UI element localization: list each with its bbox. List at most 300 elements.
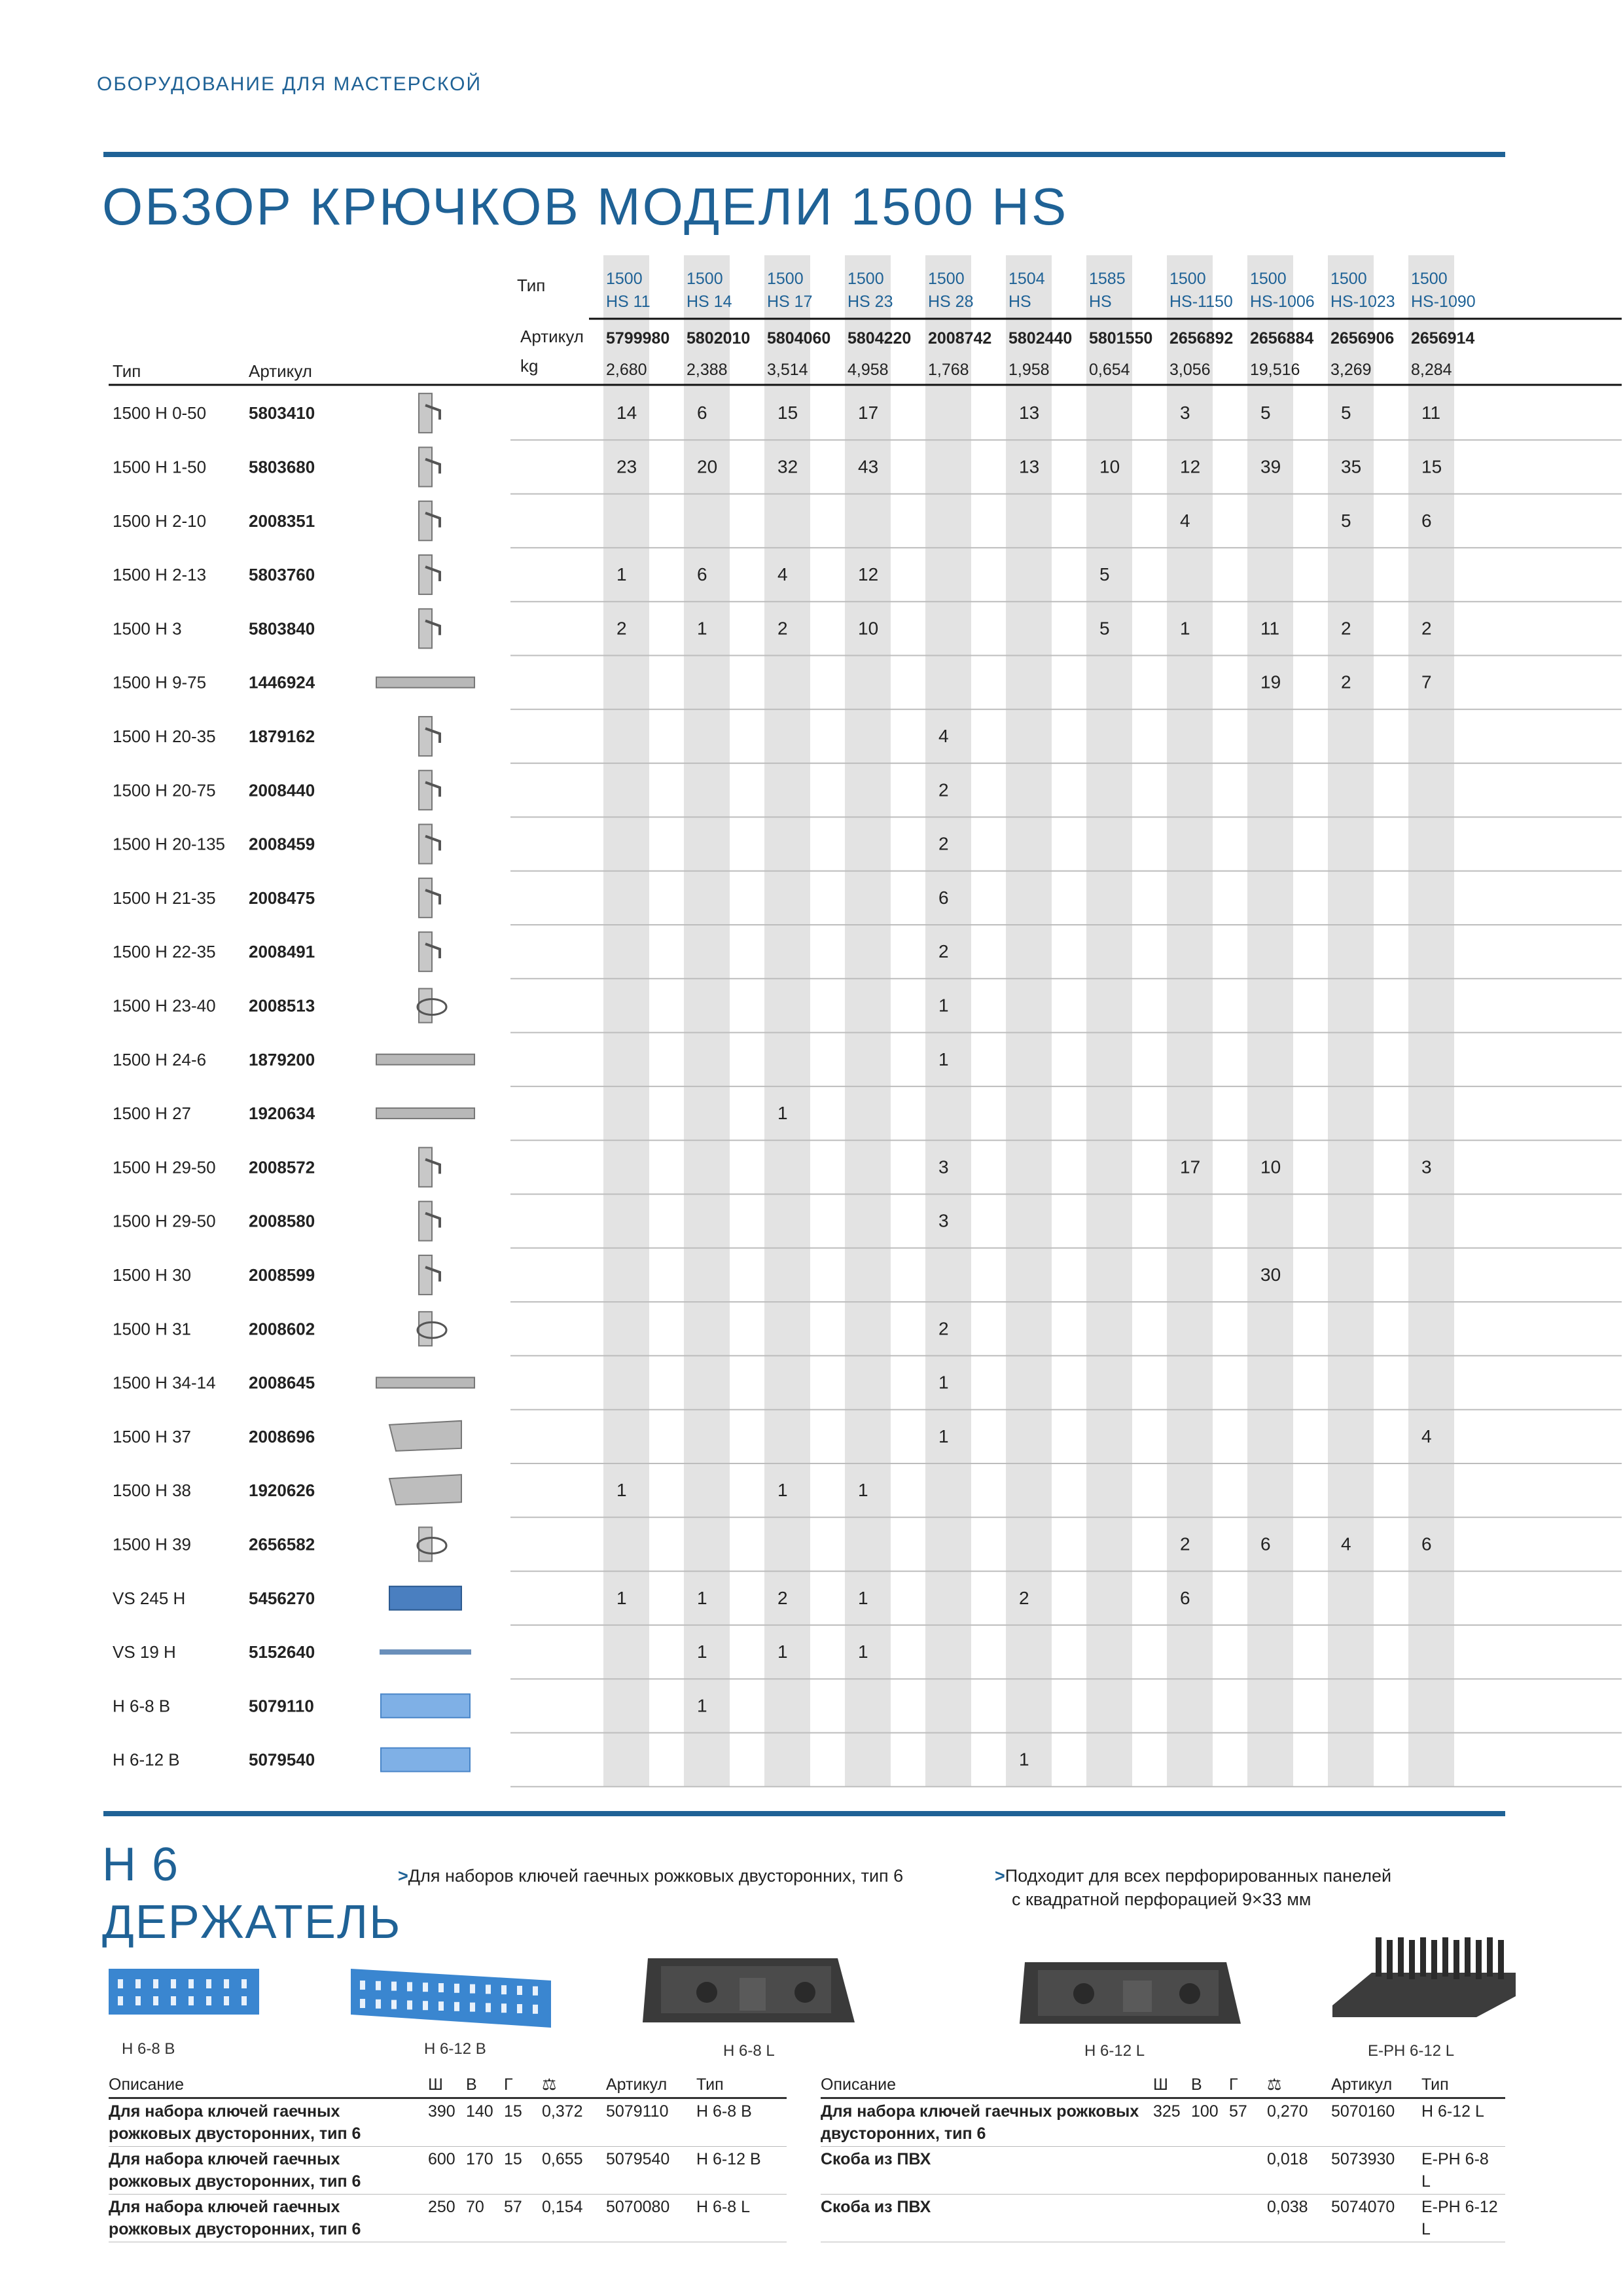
table-cell: 6 — [1421, 510, 1432, 531]
row-article: 5803760 — [249, 565, 315, 585]
row-article: 1920626 — [249, 1480, 315, 1501]
cell-depth: 15 — [504, 2147, 542, 2195]
table-cell: 1 — [777, 1480, 788, 1501]
table-cell: 1 — [616, 1480, 627, 1501]
column-article: 5799980 — [606, 329, 670, 348]
hook-icon — [419, 501, 440, 541]
cell-weight: 0,270 — [1267, 2098, 1331, 2147]
arrow-icon: > — [995, 1866, 1005, 1886]
table-cell: 7 — [1421, 672, 1432, 692]
row-article: 2008580 — [249, 1211, 315, 1231]
cell-article: 5074070 — [1331, 2195, 1421, 2242]
row-type: 1500 H 27 — [113, 1103, 191, 1124]
page-title: ОБЗОР КРЮЧКОВ МОДЕЛИ 1500 HS — [102, 177, 1069, 236]
table-cell: 4 — [777, 564, 788, 585]
column-type-line1: 1500 — [767, 270, 804, 288]
row-article: 1879162 — [249, 726, 315, 746]
cell-article: 5070080 — [606, 2195, 696, 2242]
col-height: В — [1191, 2072, 1229, 2098]
column-type-line2: HS 14 — [687, 293, 732, 311]
table-cell: 2 — [1341, 618, 1351, 639]
col-type: Тип — [1421, 2072, 1505, 2098]
cell-description: Для набора ключей гаечных рожковых двусторонних, тип 6 — [821, 2098, 1153, 2147]
table-cell: 15 — [1421, 456, 1442, 477]
column-weight: 8,284 — [1411, 361, 1452, 379]
table-cell: 4 — [1421, 1426, 1432, 1446]
column-weight: 3,269 — [1330, 361, 1372, 379]
column-article: 5804220 — [847, 329, 912, 348]
row-type: 1500 H 2-10 — [113, 511, 207, 531]
column-article: 2008742 — [928, 329, 992, 348]
hook-icon — [419, 878, 440, 918]
column-type-line2: HS — [1089, 293, 1112, 311]
row-type: 1500 H 34-14 — [113, 1372, 216, 1393]
table-row — [109, 2195, 787, 2242]
col-description: Описание — [109, 2072, 428, 2098]
cell-width: 390 — [428, 2098, 466, 2147]
row-type: 1500 H 37 — [113, 1426, 191, 1446]
table-cell: 2 — [1341, 672, 1351, 692]
column-type-line2: HS — [1008, 293, 1031, 311]
cell-weight: 0,038 — [1267, 2195, 1331, 2242]
bin-icon — [389, 1587, 461, 1610]
table-cell: 1 — [777, 1103, 788, 1124]
table-cell: 19 — [1260, 672, 1281, 692]
row-article: 1446924 — [249, 672, 315, 692]
cell-article: 5070160 — [1331, 2098, 1421, 2147]
column-type-line2: HS-1023 — [1330, 293, 1395, 311]
table-cell: 13 — [1019, 403, 1040, 423]
cell-depth: 57 — [1229, 2098, 1267, 2147]
row-type: 1500 H 39 — [113, 1534, 191, 1554]
row-type: 1500 H 20-135 — [113, 834, 226, 854]
caption-eph-6-12l: E-PH 6-12 L — [1368, 2042, 1455, 2060]
table-cell: 12 — [858, 564, 879, 585]
column-type-line1: 1500 — [1169, 270, 1206, 288]
column-shade — [764, 255, 813, 1787]
row-article: 5803840 — [249, 619, 315, 639]
row-article: 2008475 — [249, 888, 315, 908]
column-type-line2: HS 28 — [928, 293, 974, 311]
column-article: 2656914 — [1411, 329, 1475, 348]
row-article: 2008440 — [249, 780, 315, 800]
cell-depth — [1229, 2147, 1267, 2195]
cell-type: H 6-12 B — [696, 2147, 787, 2195]
column-type-line2: HS 17 — [767, 293, 813, 311]
column-shade — [1408, 255, 1454, 1787]
caption-h6-12b: H 6-12 B — [424, 2040, 486, 2058]
hook-icon — [419, 932, 440, 971]
column-shade — [684, 255, 730, 1787]
section-header: ОБОРУДОВАНИЕ ДЛЯ МАСТЕРСКОЙ — [97, 73, 482, 95]
column-type-line1: 1500 — [847, 270, 884, 288]
tray-icon — [389, 1475, 461, 1505]
hook-icon — [419, 717, 440, 756]
bottom-divider — [103, 1811, 1505, 1816]
weight-icon: ⚖ — [1267, 2072, 1331, 2098]
table-cell: 23 — [616, 456, 637, 477]
row-type: 1500 H 1-50 — [113, 457, 207, 477]
table-cell: 1 — [697, 1641, 707, 1662]
cell-width: 325 — [1153, 2098, 1191, 2147]
ring-holder-icon — [418, 1527, 446, 1561]
hook-icon — [419, 393, 440, 433]
header-article-left-label: Артикул — [249, 361, 312, 381]
bar-icon — [380, 1649, 471, 1655]
row-type: VS 245 H — [113, 1588, 186, 1608]
column-type-line2: HS-1090 — [1411, 293, 1476, 311]
table-cell: 11 — [1260, 618, 1280, 639]
col-type: Тип — [696, 2072, 787, 2098]
cell-depth — [1229, 2195, 1267, 2242]
row-type: VS 19 H — [113, 1642, 176, 1662]
table-cell: 1 — [697, 618, 707, 639]
ring-holder-icon — [418, 1312, 446, 1346]
column-type-line2: HS 23 — [847, 293, 893, 311]
row-type: 1500 H 2-13 — [113, 565, 207, 585]
h6-note-panels-line2: с квадратной перфорацией 9×33 мм — [1012, 1890, 1311, 1909]
col-height: В — [466, 2072, 504, 2098]
table-cell: 35 — [1341, 456, 1362, 477]
cell-description: Для набора ключей гаечных рожковых двусторонних, тип 6 — [109, 2098, 428, 2147]
row-type: 1500 H 20-35 — [113, 726, 216, 746]
table-cell: 3 — [938, 1210, 949, 1231]
table-cell: 2 — [1421, 618, 1432, 639]
hook-icon — [419, 1255, 440, 1295]
row-type: 1500 H 31 — [113, 1319, 191, 1339]
rail-icon — [376, 1054, 474, 1065]
table-cell: 17 — [1180, 1157, 1201, 1177]
row-article: 5152640 — [249, 1642, 315, 1662]
row-article: 2008602 — [249, 1319, 315, 1339]
cell-type: H 6-8 B — [696, 2098, 787, 2147]
header-article-label: Артикул — [520, 327, 584, 346]
table-cell: 4 — [1180, 510, 1190, 531]
row-type: 1500 H 22-35 — [113, 942, 216, 962]
h6-note-wrenches-text: Для наборов ключей гаечных рожковых двусторонних, тип 6 — [408, 1866, 904, 1886]
column-weight: 3,056 — [1169, 361, 1211, 379]
table-header-row — [821, 2072, 1505, 2098]
table-cell: 1 — [616, 1587, 627, 1608]
hook-overview-table — [0, 255, 1623, 1806]
table-cell: 1 — [938, 995, 949, 1016]
table-cell: 1 — [858, 1480, 868, 1501]
cell-width: 250 — [428, 2195, 466, 2242]
header-type-label: Тип — [517, 276, 546, 295]
row-article: 1879200 — [249, 1049, 315, 1069]
table-row — [109, 2098, 787, 2147]
row-article: 2008696 — [249, 1426, 315, 1446]
table-cell: 5 — [1099, 564, 1110, 585]
table-cell: 17 — [858, 403, 879, 423]
table-cell: 2 — [938, 1318, 949, 1339]
cell-weight: 0,655 — [542, 2147, 606, 2195]
column-type-line2: HS 11 — [606, 293, 651, 311]
column-weight: 2,680 — [606, 361, 647, 379]
row-type: 1500 H 9-75 — [113, 672, 207, 692]
column-shade — [1247, 255, 1293, 1787]
row-article: 2008351 — [249, 511, 315, 531]
cell-type: H 6-8 L — [696, 2195, 787, 2242]
cell-depth: 15 — [504, 2098, 542, 2147]
table-cell: 6 — [697, 403, 707, 423]
column-article: 2656884 — [1250, 329, 1314, 348]
cell-type: H 6-12 L — [1421, 2098, 1505, 2147]
row-type: 1500 H 29-50 — [113, 1157, 216, 1177]
column-article: 5804060 — [767, 329, 831, 348]
caption-h6-8b: H 6-8 B — [122, 2040, 175, 2058]
table-row — [109, 2147, 787, 2195]
h6-12b-image — [351, 1969, 551, 2028]
cell-depth: 57 — [504, 2195, 542, 2242]
tray-icon — [389, 1421, 461, 1451]
cell-height: 170 — [466, 2147, 504, 2195]
table-cell: 2 — [1019, 1587, 1029, 1608]
hook-icon — [419, 609, 440, 648]
arrow-icon: > — [398, 1866, 408, 1886]
col-depth: Г — [1229, 2072, 1267, 2098]
row-article: 2008491 — [249, 942, 315, 962]
row-type: 1500 H 20-75 — [113, 780, 216, 800]
table-cell: 6 — [697, 564, 707, 585]
column-shade — [845, 255, 891, 1787]
cell-width: 600 — [428, 2147, 466, 2195]
table-cell: 3 — [938, 1157, 949, 1177]
column-weight: 1,768 — [928, 361, 969, 379]
table-cell: 1 — [938, 1372, 949, 1393]
row-type: 1500 H 24-6 — [113, 1049, 207, 1069]
column-shade — [1167, 255, 1213, 1787]
row-article: 2008459 — [249, 834, 315, 854]
cell-weight: 0,372 — [542, 2098, 606, 2147]
cell-height: 70 — [466, 2195, 504, 2242]
column-type-line1: 1500 — [1250, 270, 1287, 288]
table-cell: 5 — [1099, 618, 1110, 639]
col-description: Описание — [821, 2072, 1153, 2098]
caption-h6-8l: H 6-8 L — [723, 2042, 775, 2060]
blue-holder-icon — [381, 1694, 470, 1717]
table-cell: 11 — [1421, 403, 1441, 423]
table-cell: 2 — [938, 941, 949, 962]
cell-height: 100 — [1191, 2098, 1229, 2147]
hook-icon — [419, 1202, 440, 1241]
column-weight: 0,654 — [1089, 361, 1130, 379]
table-cell: 5 — [1341, 403, 1351, 423]
col-article: Артикул — [1331, 2072, 1421, 2098]
column-shade — [603, 255, 649, 1787]
table-cell: 2 — [777, 618, 788, 639]
table-cell: 1 — [616, 564, 627, 585]
column-shade — [1086, 255, 1132, 1787]
weight-icon: ⚖ — [542, 2072, 606, 2098]
table-cell: 1 — [697, 1695, 707, 1716]
hook-icon — [419, 825, 440, 864]
row-type: H 6-8 B — [113, 1696, 171, 1716]
cell-weight: 0,154 — [542, 2195, 606, 2242]
cell-weight: 0,018 — [1267, 2147, 1331, 2195]
h6-title — [102, 1836, 401, 1951]
table-cell: 15 — [777, 403, 798, 423]
column-weight: 3,514 — [767, 361, 808, 379]
cell-type: E-PH 6-8 L — [1421, 2147, 1505, 2195]
rail-icon — [376, 1378, 474, 1388]
table-cell: 1 — [1019, 1749, 1029, 1770]
table-cell: 20 — [697, 456, 718, 477]
column-type-line1: 1500 — [928, 270, 965, 288]
table-cell: 1 — [777, 1641, 788, 1662]
column-type-line2: HS-1150 — [1169, 293, 1233, 311]
table-cell: 43 — [858, 456, 879, 477]
row-article: 5803410 — [249, 403, 315, 423]
table-cell: 1 — [1180, 618, 1190, 639]
column-shade — [925, 255, 974, 1787]
column-shade — [1006, 255, 1052, 1787]
table-cell: 10 — [858, 618, 879, 639]
row-article: 2008645 — [249, 1372, 315, 1393]
cell-type: E-PH 6-12 L — [1421, 2195, 1505, 2242]
header-type-left-label: Тип — [113, 361, 141, 381]
h6-spec-table-left — [109, 2072, 787, 2242]
table-cell: 2 — [777, 1587, 788, 1608]
column-weight: 19,516 — [1250, 361, 1300, 379]
hook-icon — [419, 770, 440, 810]
row-type: 1500 H 23-40 — [113, 996, 216, 1016]
header-kg-label: kg — [520, 356, 539, 376]
table-cell: 1 — [858, 1587, 868, 1608]
row-type: 1500 H 30 — [113, 1265, 191, 1285]
row-type: 1500 H 38 — [113, 1480, 191, 1501]
row-article: 1920634 — [249, 1103, 315, 1124]
table-cell: 5 — [1260, 403, 1271, 423]
top-divider — [103, 152, 1505, 157]
row-article: 5079110 — [249, 1696, 314, 1716]
row-article: 2656582 — [249, 1534, 315, 1554]
cell-height: 140 — [466, 2098, 504, 2147]
table-cell: 6 — [1180, 1587, 1190, 1608]
h6-note-panels — [995, 1864, 1391, 1911]
column-type-line1: 1500 — [606, 270, 643, 288]
table-row — [821, 2195, 1505, 2242]
row-article: 5803680 — [249, 457, 315, 477]
table-row — [821, 2147, 1505, 2195]
h6-8b-image — [109, 1969, 259, 2015]
table-cell: 32 — [777, 456, 798, 477]
table-cell: 39 — [1260, 456, 1281, 477]
column-article: 5802440 — [1008, 329, 1073, 348]
cell-article: 5079110 — [606, 2098, 696, 2147]
rail-icon — [376, 677, 474, 688]
column-shade — [1328, 255, 1374, 1787]
table-cell: 30 — [1260, 1264, 1281, 1285]
column-type-line1: 1585 — [1089, 270, 1126, 288]
cell-description: Скоба из ПВХ — [821, 2195, 1153, 2242]
table-cell: 2 — [616, 618, 627, 639]
table-cell: 12 — [1180, 456, 1201, 477]
table-cell: 3 — [1421, 1157, 1432, 1177]
row-article: 5079540 — [249, 1749, 315, 1770]
col-width: Ш — [428, 2072, 466, 2098]
h6-title-line1: H 6 — [102, 1839, 180, 1891]
row-type: 1500 H 29-50 — [113, 1211, 216, 1231]
column-weight: 4,958 — [847, 361, 889, 379]
row-article: 2008572 — [249, 1157, 315, 1177]
table-header-row — [109, 2072, 787, 2098]
table-cell: 3 — [1180, 403, 1190, 423]
table-cell: 1 — [697, 1587, 707, 1608]
column-weight: 2,388 — [687, 361, 728, 379]
table-row — [821, 2098, 1505, 2147]
h6-note-wrenches — [398, 1864, 903, 1888]
column-article: 5802010 — [687, 329, 751, 348]
table-cell: 2 — [938, 780, 949, 800]
table-cell: 4 — [1341, 1534, 1351, 1554]
column-type-line2: HS-1006 — [1250, 293, 1315, 311]
column-type-line1: 1500 — [1411, 270, 1448, 288]
hook-icon — [419, 555, 440, 594]
h6-title-line2: ДЕРЖАТЕЛЬ — [102, 1896, 402, 1948]
h6-8l-image — [641, 1945, 855, 2034]
column-article: 2656906 — [1330, 329, 1395, 348]
hook-icon — [419, 1147, 440, 1187]
table-cell: 10 — [1260, 1157, 1281, 1177]
caption-h6-12l: H 6-12 L — [1084, 2042, 1145, 2060]
cell-article: 5079540 — [606, 2147, 696, 2195]
table-cell: 2 — [1180, 1534, 1190, 1554]
row-type: 1500 H 21-35 — [113, 888, 216, 908]
cell-width — [1153, 2147, 1191, 2195]
h6-note-panels-line1: Подходит для всех перфорированных панелей — [1005, 1866, 1392, 1886]
cell-height — [1191, 2195, 1229, 2242]
row-article: 2008513 — [249, 996, 315, 1016]
table-cell: 1 — [938, 1426, 949, 1446]
row-type: 1500 H 3 — [113, 619, 182, 639]
rail-icon — [376, 1108, 474, 1119]
column-article: 5801550 — [1089, 329, 1153, 348]
hook-icon — [419, 447, 440, 486]
table-cell: 6 — [1421, 1534, 1432, 1554]
row-type: H 6-12 B — [113, 1749, 180, 1770]
column-type-line1: 1500 — [687, 270, 723, 288]
table-cell: 10 — [1099, 456, 1120, 477]
row-type: 1500 H 0-50 — [113, 403, 207, 423]
cell-description: Для набора ключей гаечных рожковых двусторонних, тип 6 — [109, 2147, 428, 2195]
table-cell: 2 — [938, 833, 949, 854]
col-depth: Г — [504, 2072, 542, 2098]
cell-article: 5073930 — [1331, 2147, 1421, 2195]
table-cell: 6 — [1260, 1534, 1271, 1554]
cell-height — [1191, 2147, 1229, 2195]
table-cell: 14 — [616, 403, 637, 423]
cell-description: Скоба из ПВХ — [821, 2147, 1153, 2195]
eph-6-12l-image — [1332, 1933, 1516, 2018]
ring-holder-icon — [418, 988, 446, 1022]
blue-holder-icon — [381, 1748, 470, 1772]
row-article: 5456270 — [249, 1588, 315, 1608]
table-cell: 4 — [938, 725, 949, 746]
h6-spec-table-right — [821, 2072, 1505, 2242]
column-article: 2656892 — [1169, 329, 1234, 348]
table-cell: 1 — [858, 1641, 868, 1662]
column-weight: 1,958 — [1008, 361, 1050, 379]
table-cell: 13 — [1019, 456, 1040, 477]
table-cell: 5 — [1341, 510, 1351, 531]
cell-description: Для набора ключей гаечных рожковых двусторонних, тип 6 — [109, 2195, 428, 2242]
row-article: 2008599 — [249, 1265, 315, 1285]
h6-12l-image — [1018, 1950, 1241, 2036]
col-article: Артикул — [606, 2072, 696, 2098]
table-cell: 6 — [938, 887, 949, 908]
column-type-line1: 1500 — [1330, 270, 1367, 288]
